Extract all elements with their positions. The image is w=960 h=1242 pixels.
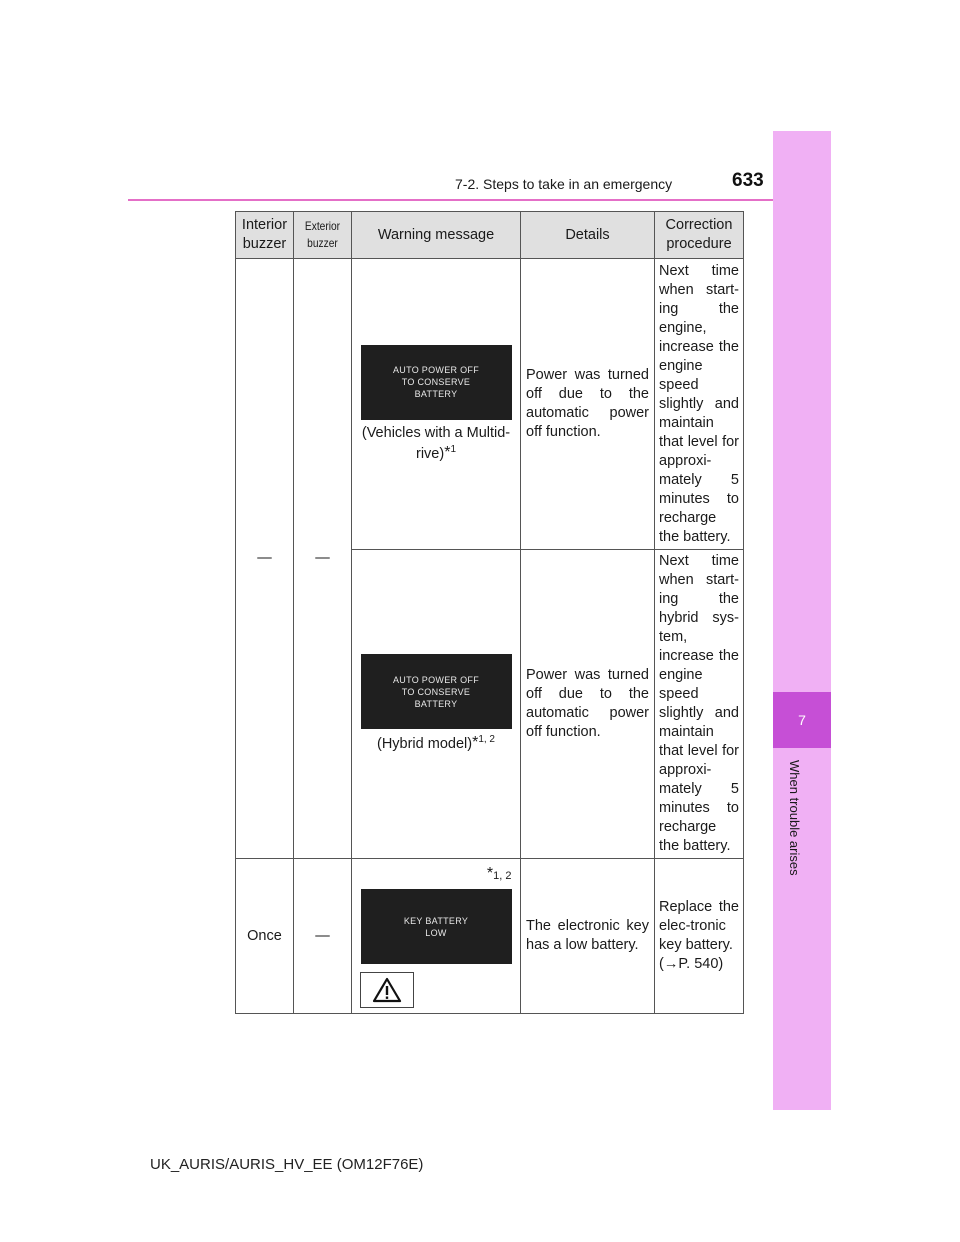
table-header-row bbox=[236, 212, 744, 259]
header-divider bbox=[128, 199, 831, 201]
interior-buzzer-cell: Once bbox=[236, 859, 294, 1014]
warning-message-table bbox=[235, 211, 744, 1014]
correction-cell: Replace the elec-tronic key battery. (→P. 540) bbox=[655, 859, 744, 1014]
details-cell: Power was turned off due to the automatic power off function. bbox=[521, 550, 655, 859]
table-row bbox=[236, 259, 744, 550]
table-row bbox=[236, 859, 744, 1014]
correction-cell: Next time when start-ing the hybrid sys-tem, increase the engine speed slightly and maintain that level for approxi-mately 5 minutes to recharge the battery. bbox=[655, 550, 744, 859]
warning-message-cell bbox=[352, 550, 521, 859]
display-caption: (Hybrid model)*$^{1, 2}$ bbox=[376, 734, 495, 752]
warning-triangle-icon bbox=[360, 972, 414, 1008]
chapter-title: When trouble arises bbox=[787, 760, 802, 876]
multi-information-display: AUTO POWER OFF TO CONSERVE BATTERY bbox=[361, 345, 512, 420]
page-number: 633 bbox=[732, 170, 764, 191]
header-details: Details bbox=[521, 212, 655, 259]
header-exterior-buzzer: Exterior buzzer bbox=[294, 212, 352, 259]
footnote-reference: *1, 2 bbox=[486, 865, 512, 882]
interior-buzzer-cell: — bbox=[236, 259, 294, 859]
chapter-number: 7 bbox=[798, 712, 806, 728]
section-title: 7-2. Steps to take in an emergency bbox=[455, 176, 673, 192]
header-correction: Correction procedure bbox=[655, 212, 744, 259]
chapter-side-tab bbox=[773, 131, 831, 1110]
exterior-buzzer-cell: — bbox=[294, 259, 352, 859]
warning-message-cell bbox=[352, 259, 521, 550]
multi-information-display: KEY BATTERY LOW bbox=[361, 889, 512, 964]
details-cell: Power was turned off due to the automatic power off function. bbox=[521, 259, 655, 550]
chapter-tab-active[interactable] bbox=[773, 692, 831, 748]
header-interior-buzzer: Interior buzzer bbox=[236, 212, 294, 259]
warning-message-cell bbox=[352, 859, 521, 1014]
multi-information-display: AUTO POWER OFF TO CONSERVE BATTERY bbox=[361, 654, 512, 729]
correction-cell: Next time when start-ing the engine, increase the engine speed slightly and maintain that level for approxi-mately 5 minutes to recharge the battery. bbox=[655, 259, 744, 550]
details-cell: The electronic key has a low battery. bbox=[521, 859, 655, 1014]
header-warning-message: Warning message bbox=[352, 212, 521, 259]
exterior-buzzer-cell: — bbox=[294, 859, 352, 1014]
display-caption: (Vehicles with a Multid-rive)*$^1$ bbox=[361, 424, 511, 462]
page-reference-link[interactable]: (→P. 540) bbox=[659, 956, 724, 972]
model-code-footer: UK_AURIS/AURIS_HV_EE (OM12F76E) bbox=[150, 1156, 424, 1173]
